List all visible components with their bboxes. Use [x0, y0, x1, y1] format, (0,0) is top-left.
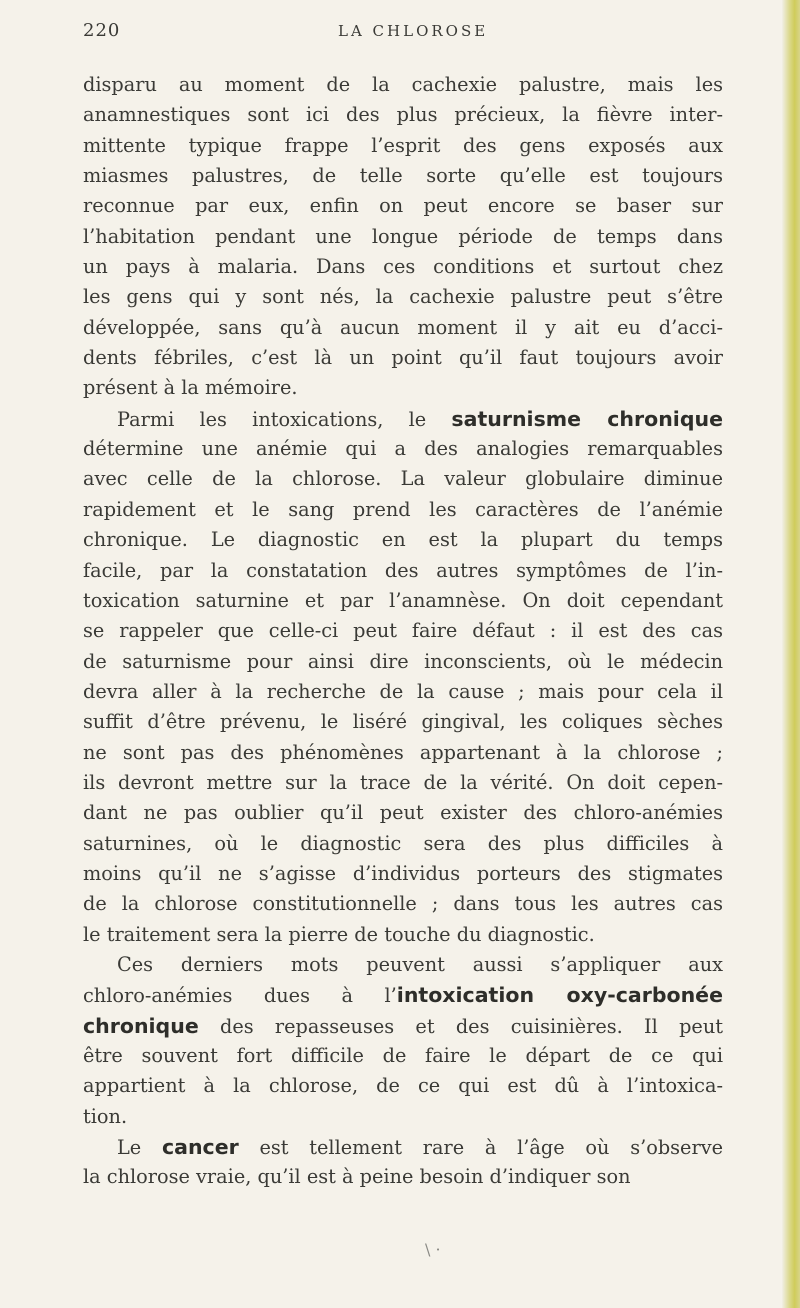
text-line — [83, 859, 723, 889]
text-segment: le traitement sera la pierre de touche du diagnostic. — [83, 922, 595, 946]
text-segment: saturnines, où le diagnostic sera des plus difficiles à — [83, 831, 723, 855]
text-segment: anamnestiques sont ici des plus précieux, la fièvre inter- — [83, 103, 723, 127]
text-line — [83, 464, 723, 494]
text-segment: détermine une anémie qui a des analogies remarquables — [83, 437, 723, 461]
text-line — [83, 373, 723, 403]
text-segment: devra aller à la recherche de la cause ; mais pour cela il — [83, 679, 723, 703]
text-segment: ne sont pas des phénomènes appartenant à la chlorose ; — [83, 740, 723, 764]
emphasized-term: intoxication oxy-carbonée — [396, 983, 723, 1008]
text-segment: être souvent fort difficile de faire le départ de ce qui — [83, 1044, 723, 1067]
text-line — [83, 768, 723, 798]
text-segment: Parmi les intoxications, le — [117, 407, 452, 431]
text-line — [83, 100, 723, 130]
running-title: LA CHLOROSE — [338, 22, 489, 40]
emphasized-term: saturnisme chronique — [451, 406, 724, 431]
text-segment: moins qu’il ne s’agisse d’individus porteurs des stigmates — [83, 861, 723, 885]
text-segment: miasmes palustres, de telle sorte qu’elle est toujours — [83, 164, 723, 188]
text-segment: de la chlorose constitutionnelle ; dans tous les autres cas — [83, 892, 723, 916]
text-line — [83, 313, 723, 343]
text-segment: Ces derniers mots peuvent aussi s’appliquer aux — [117, 952, 723, 976]
text-segment: tion. — [83, 1104, 128, 1128]
text-line — [83, 829, 723, 859]
text-line — [83, 434, 723, 464]
text-segment: présent à la mémoire. — [83, 376, 298, 400]
text-segment: les gens qui y sont nés, la cachexie palustre peut s’être — [83, 285, 723, 309]
text-segment: Le — [117, 1136, 162, 1160]
text-line — [83, 920, 723, 950]
book-spine-edge — [782, 0, 800, 1308]
text-line — [83, 1041, 723, 1071]
text-line — [83, 556, 723, 586]
text-segment: appartient à la chlorose, de ce qui est dû à l’intoxica- — [83, 1074, 723, 1098]
text-line — [83, 1011, 723, 1041]
text-line — [83, 616, 723, 646]
text-segment: est tellement rare à l’âge où s’observe — [238, 1136, 723, 1160]
footer-mark: \ · — [425, 1240, 441, 1259]
text-line — [83, 282, 723, 312]
text-line — [83, 70, 723, 100]
text-segment: chloro-anémies dues à l’ — [83, 984, 397, 1008]
text-line — [83, 525, 723, 555]
text-line — [83, 950, 723, 980]
text-segment: chronique. Le diagnostic en est la plupart du temps — [83, 528, 723, 552]
text-line — [83, 1071, 723, 1101]
text-line — [83, 1162, 723, 1192]
text-segment: un pays à malaria. Dans ces conditions et surtout chez — [83, 255, 723, 279]
page-header — [83, 20, 723, 44]
page-number: 220 — [83, 20, 121, 41]
text-line — [83, 1102, 723, 1132]
text-line — [83, 980, 723, 1010]
text-line — [83, 161, 723, 191]
text-line — [83, 707, 723, 737]
text-segment: des repasseuses et des cuisinières. Il peut — [198, 1014, 723, 1038]
text-line — [83, 798, 723, 828]
text-line — [83, 222, 723, 252]
text-segment: dant ne pas oublier qu’il peut exister des chloro-anémies — [83, 801, 723, 825]
text-segment: se rappeler que celle-ci peut faire défaut : il est des cas — [83, 619, 723, 643]
text-segment: rapidement et le sang prend les caractères de l’anémie — [83, 497, 723, 521]
text-line — [83, 738, 723, 768]
text-segment: de saturnisme pour ainsi dire inconscients, où le médecin — [83, 649, 723, 673]
emphasized-term: cancer — [161, 1135, 239, 1160]
text-segment: toxication saturnine et par l’anamnèse. On doit cependant — [83, 588, 723, 612]
text-segment: facile, par la constatation des autres symptômes de l’in- — [83, 558, 723, 582]
emphasized-term: chronique — [83, 1013, 199, 1038]
text-segment: disparu au moment de la cachexie palustre, mais les — [83, 73, 723, 96]
text-segment: dents fébriles, c’est là un point qu’il faut toujours avoir — [83, 346, 723, 370]
text-segment: reconnue par eux, enfin on peut encore se baser sur — [83, 194, 723, 218]
text-line — [83, 495, 723, 525]
text-line — [83, 131, 723, 161]
text-line — [83, 252, 723, 282]
text-line — [83, 586, 723, 616]
text-segment: la chlorose vraie, qu’il est à peine besoin d’indiquer son — [83, 1165, 631, 1189]
text-segment: avec celle de la chlorose. La valeur globulaire diminue — [83, 467, 723, 491]
text-segment: ils devront mettre sur la trace de la vérité. On doit cepen- — [83, 770, 723, 794]
text-line — [83, 647, 723, 677]
text-segment: mittente typique frappe l’esprit des gens exposés aux — [83, 133, 723, 157]
text-line — [83, 889, 723, 919]
text-segment: développée, sans qu’à aucun moment il y ait eu d’acci- — [83, 315, 723, 339]
text-line — [83, 677, 723, 707]
text-line — [83, 1132, 723, 1162]
text-line — [83, 191, 723, 221]
text-line — [83, 404, 723, 434]
text-line — [83, 343, 723, 373]
body-text — [83, 70, 723, 1193]
text-segment: suffit d’être prévenu, le liséré gingival, les coliques sèches — [83, 710, 723, 734]
text-segment: l’habitation pendant une longue période de temps dans — [83, 224, 723, 248]
